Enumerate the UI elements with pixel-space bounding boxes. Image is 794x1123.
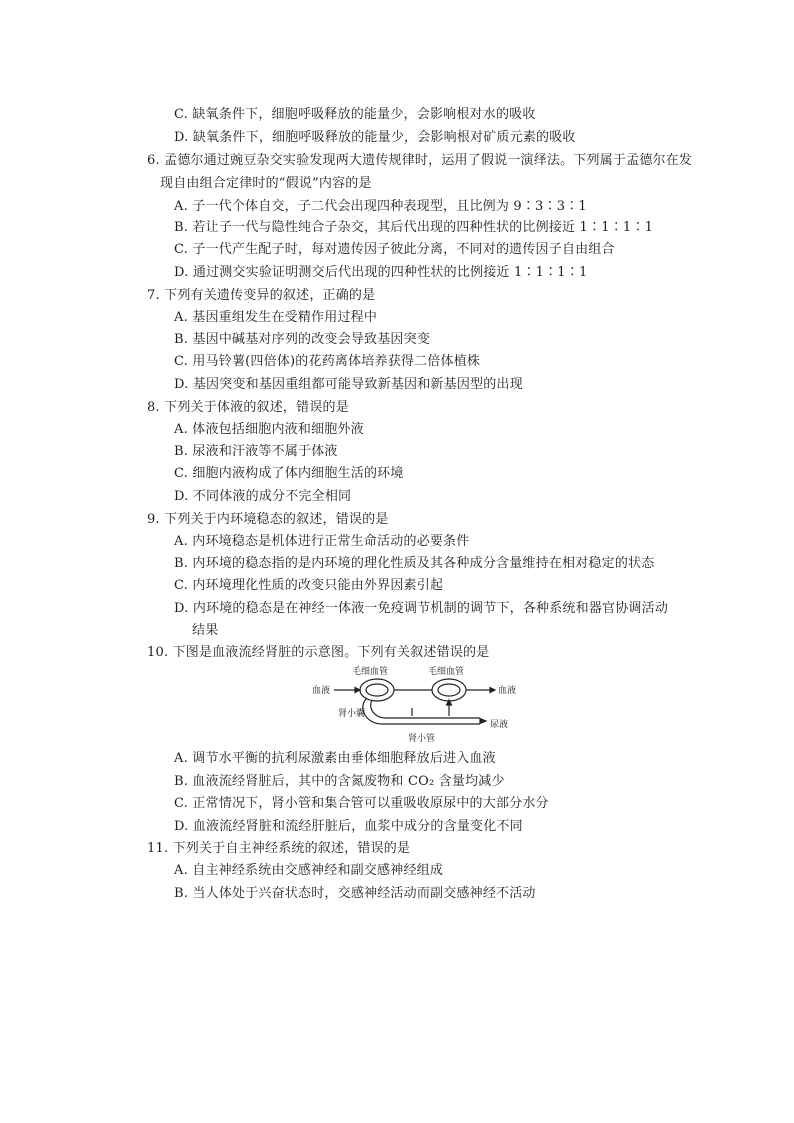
q7-option-d: D. 基因突变和基因重组都可能导致新基因和新基因型的出现 [174, 377, 523, 392]
kidney-blood-flow-diagram [300, 664, 530, 744]
blood-in-label: 血液 [312, 686, 331, 696]
blood-out-arrowhead [490, 688, 495, 693]
q5-option-d: D. 缺氧条件下，细胞呼吸释放的能量少，会影响根对矿质元素的吸收 [174, 130, 576, 145]
q5-option-c: C. 缺氧条件下，细胞呼吸释放的能量少，会影响根对水的吸收 [174, 107, 536, 122]
blood-out-label: 血液 [498, 686, 517, 696]
q9-option-b: B. 内环境的稳态指的是内环境的理化性质及其各种成分含量维持在相对稳定的状态 [174, 556, 655, 571]
q7-option-c: C. 用马铃薯(四倍体)的花药离体培养获得二倍体植株 [174, 354, 481, 369]
q6-option-b: B. 若让子一代与隐性纯合子杂交，其后代出现的四种性状的比例接近 1∶1∶1∶1 [174, 220, 654, 235]
capsule-label: 肾小囊 [338, 709, 366, 719]
blood-in-arrowhead [355, 688, 360, 693]
tubule-label: 肾小管 [408, 734, 436, 744]
q9-option-a: A. 内环境稳态是机体进行正常生命活动的必要条件 [174, 534, 470, 549]
capillary-label-2: 毛细血管 [428, 667, 465, 677]
q10-option-d: D. 血液流经肾脏和流经肝脏后，血浆中成分的含量变化不同 [174, 819, 523, 834]
q6-option-d: D. 通过测交实验证明测交后代出现的四种性状的比例接近 1∶1∶1∶1 [174, 265, 588, 280]
capillary-label-1: 毛细血管 [352, 667, 389, 677]
urine-label: 尿液 [490, 720, 509, 730]
renal-tubule-inner [371, 700, 480, 718]
q7-option-b: B. 基因中碱基对序列的改变会导致基因突变 [174, 332, 431, 347]
q9-option-c: C. 内环境理化性质的改变只能由外界因素引起 [174, 578, 444, 593]
q6-stem-line1: 6. 孟德尔通过豌豆杂交实验发现两大遗传规律时，运用了假说一演绎法。下列属于孟德尔在发 [147, 153, 693, 168]
urine-arrowhead [480, 719, 486, 724]
q6-stem-line2: 现自由组合定律时的“假说”内容的是 [160, 176, 372, 191]
q8-option-b: B. 尿液和汗液等不属于体液 [174, 444, 338, 459]
q10-stem: 10. 下图是血液流经肾脏的示意图。下列有关叙述错误的是 [147, 645, 490, 660]
q8-option-d: D. 不同体液的成分不完全相同 [174, 489, 352, 504]
q11-option-b: B. 当人体处于兴奋状态时，交感神经活动而副交感神经不活动 [174, 886, 536, 901]
renal-tubule-outer [363, 699, 480, 724]
q9-stem: 9. 下列关于内环境稳态的叙述，错误的是 [147, 512, 389, 527]
q8-option-c: C. 细胞内液构成了体内细胞生活的环境 [174, 466, 404, 481]
glomerulus-inner [366, 684, 388, 696]
q6-option-a: A. 子一代个体自交，子二代会出现四种表现型，且比例为 9∶3∶3∶1 [174, 199, 587, 214]
q7-option-a: A. 基因重组发生在受精作用过程中 [174, 310, 378, 325]
q10-option-c: C. 正常情况下，肾小管和集合管可以重吸收原尿中的大部分水分 [174, 796, 549, 811]
q10-option-b: B. 血液流经肾脏后，其中的含氮废物和 CO₂ 含量均减少 [174, 774, 505, 789]
q7-stem: 7. 下列有关遗传变异的叙述，正确的是 [147, 288, 376, 303]
peritubular-inner [438, 684, 460, 696]
q9-option-d-continuation: 结果 [192, 623, 219, 638]
peritubular-capillary [432, 679, 466, 701]
q8-stem: 8. 下列关于体液的叙述，错误的是 [147, 400, 349, 415]
q6-option-c: C. 子一代产生配子时，每对遗传因子彼此分离，不同对的遗传因子自由组合 [174, 242, 615, 257]
q11-stem: 11. 下列关于自主神经系统的叙述，错误的是 [147, 841, 411, 856]
q11-option-a: A. 自主神经系统由交感神经和副交感神经组成 [174, 863, 444, 878]
q10-option-a: A. 调节水平衡的抗利尿激素由垂体细胞释放后进入血液 [174, 751, 496, 766]
q8-option-a: A. 体液包括细胞内液和细胞外液 [174, 422, 364, 437]
glomerulus-capillary [360, 679, 394, 701]
q9-option-d: D. 内环境的稳态是在神经一体液一免疫调节机制的调节下，各种系统和器官协调活动 [174, 601, 669, 616]
